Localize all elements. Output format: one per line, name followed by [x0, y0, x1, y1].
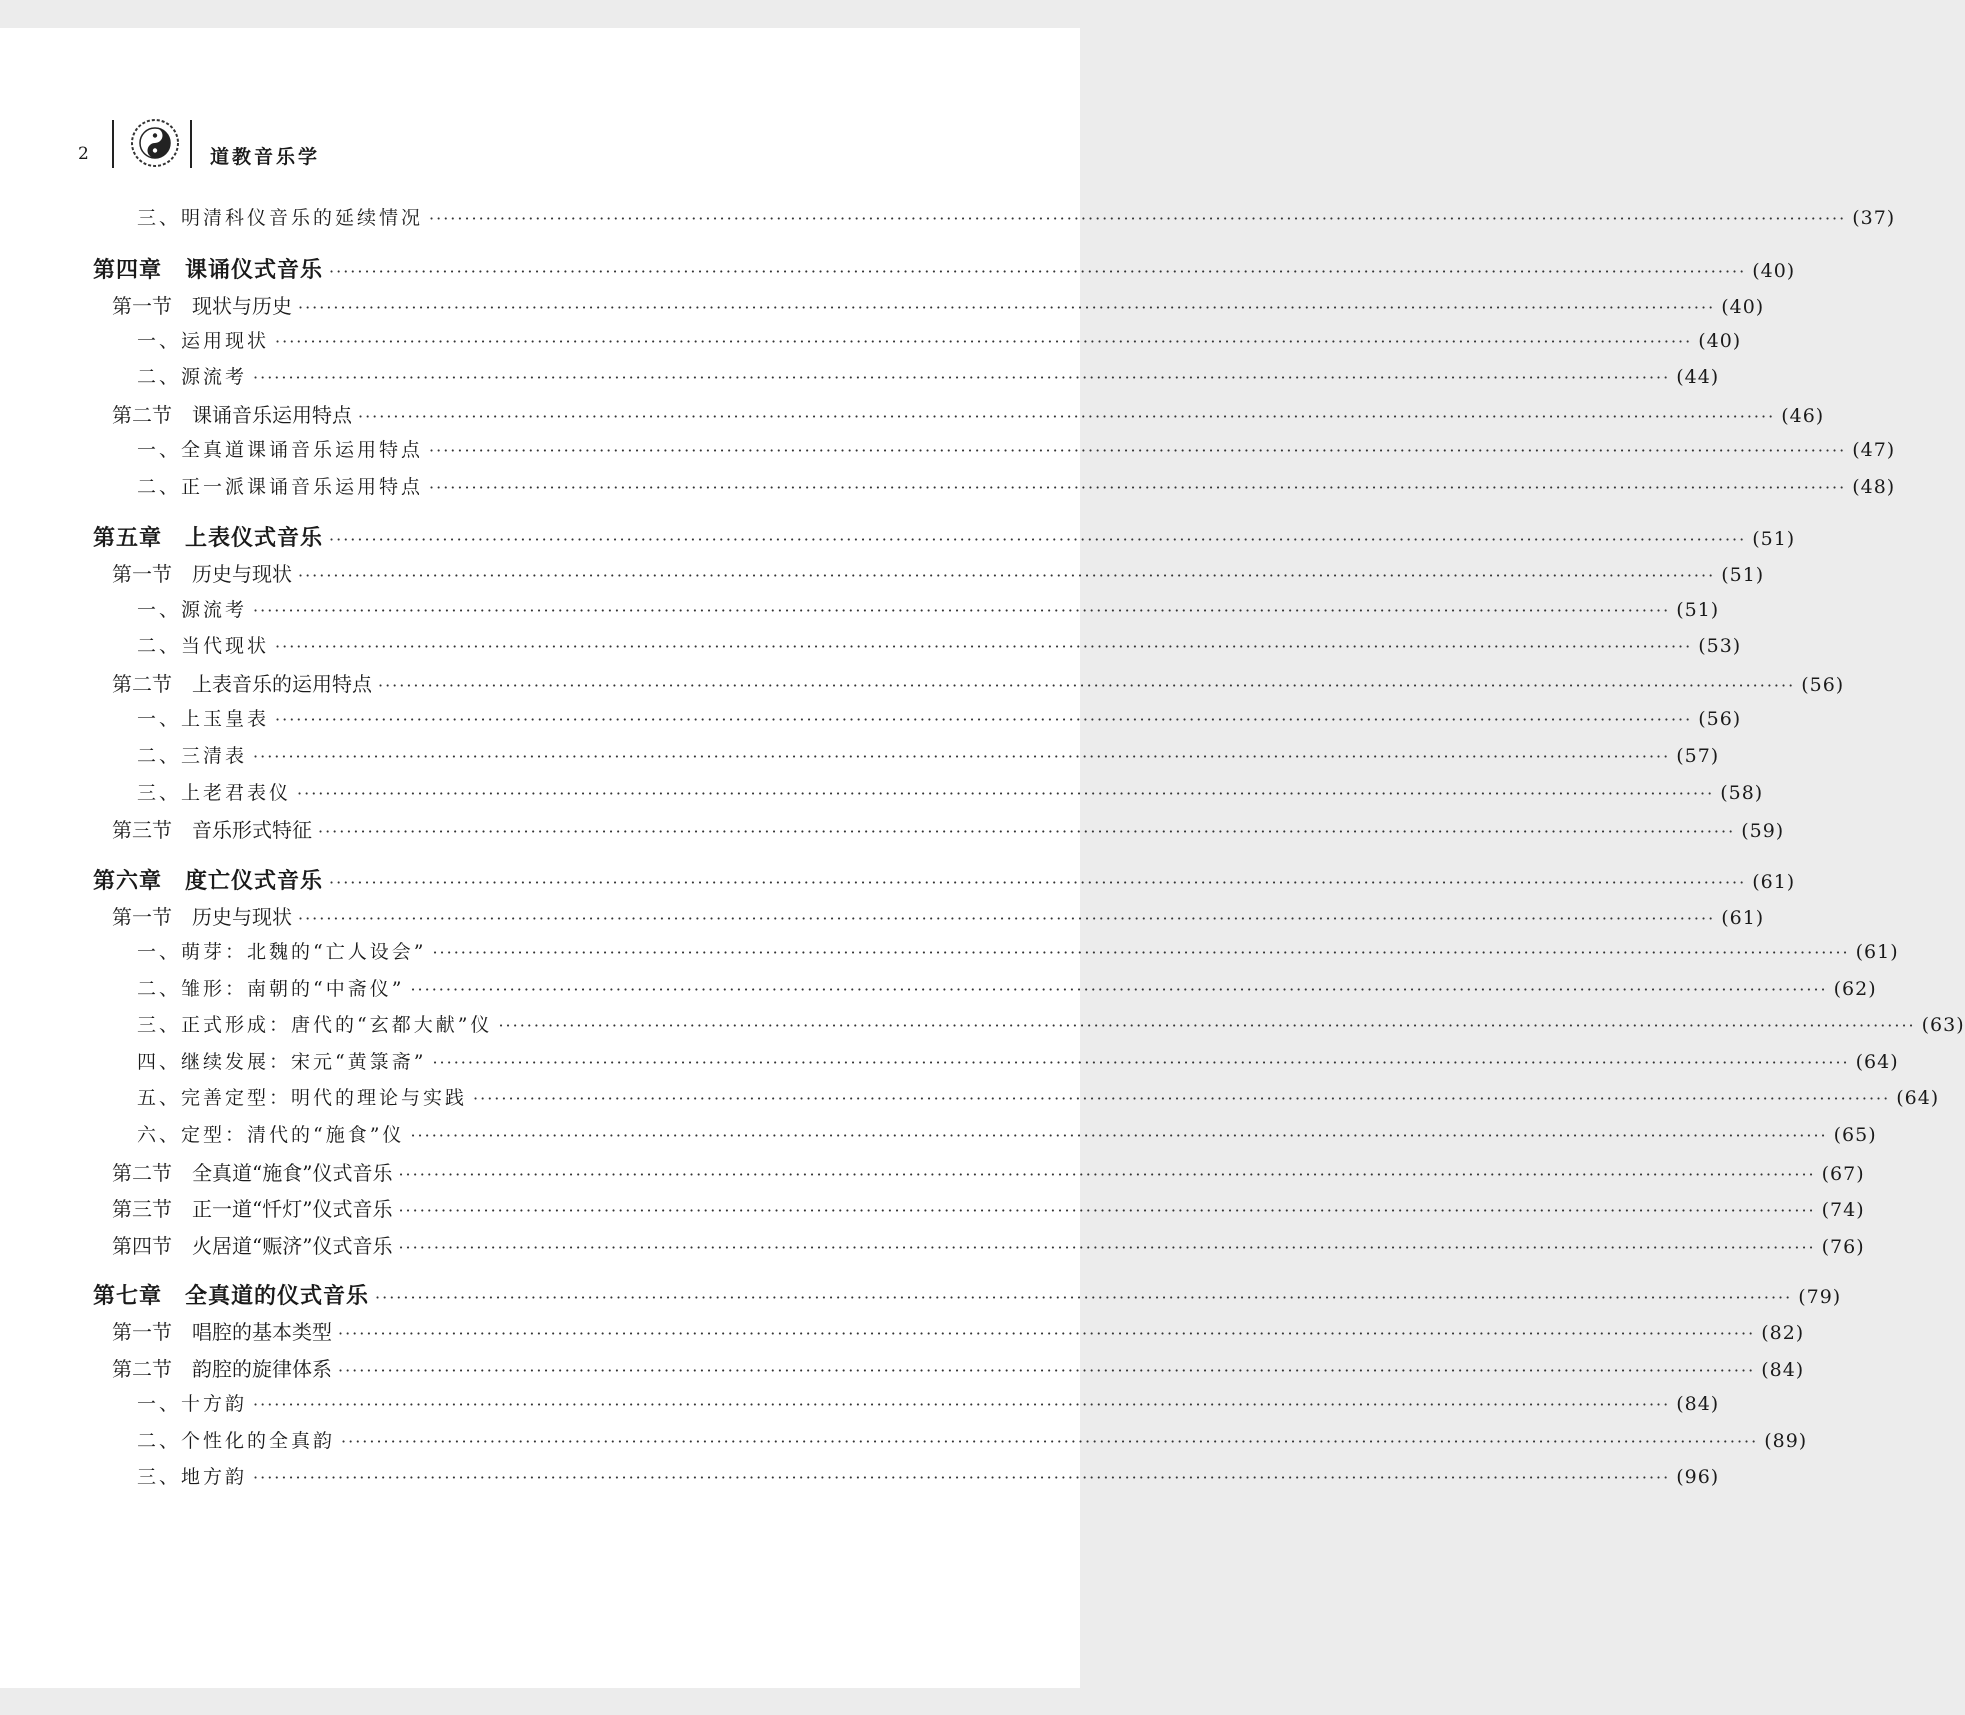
- toc-entry-page: (67): [1821, 1163, 1865, 1185]
- dot-leader: ········································································································································································································: [318, 822, 1736, 841]
- dot-leader: ········································································································································································································: [429, 441, 1847, 460]
- toc-entry-title: 一、十方韵: [137, 1393, 248, 1415]
- toc-entry-page: (76): [1821, 1236, 1865, 1258]
- toc-entry-chapter: [93, 864, 1796, 894]
- toc-entry-section: [112, 901, 1765, 931]
- toc-entry-chapter: [93, 521, 1796, 551]
- dot-leader: ········································································································································································································: [358, 407, 1776, 426]
- toc-entry-page: (74): [1821, 1199, 1865, 1221]
- dot-leader: ········································································································································································································: [341, 1432, 1759, 1451]
- toc-entry-title: 第四章 课诵仪式音乐: [93, 257, 324, 283]
- toc-entry-item: [137, 362, 1720, 392]
- dot-leader: ········································································································································································································: [338, 1324, 1756, 1343]
- dot-leader: ········································································································································································································: [498, 1016, 1916, 1035]
- toc-entry-item: [137, 1426, 1808, 1456]
- book-page: [0, 28, 1965, 1688]
- toc-entry-section: [112, 290, 1765, 320]
- toc-entry-title: 一、全真道课诵音乐运用特点: [137, 439, 424, 461]
- dot-leader: ········································································································································································································: [429, 209, 1847, 228]
- toc-entry-section: [112, 1230, 1865, 1260]
- toc-entry-title: 第六章 度亡仪式音乐: [93, 868, 324, 894]
- toc-entry-title: 二、个性化的全真韵: [137, 1430, 336, 1452]
- toc-entry-chapter: [93, 253, 1796, 283]
- toc-entry-page: (65): [1833, 1124, 1877, 1146]
- toc-entry-page: (56): [1698, 708, 1742, 730]
- toc-entry-page: (64): [1896, 1087, 1940, 1109]
- dot-leader: ········································································································································································································: [298, 298, 1716, 317]
- dot-leader: ········································································································································································································: [410, 980, 1828, 999]
- dot-leader: ········································································································································································································: [378, 676, 1796, 695]
- header-rule-right: [190, 120, 192, 168]
- toc-entry-section: [112, 1353, 1805, 1383]
- dot-leader: ········································································································································································································: [275, 710, 1693, 729]
- toc-entry-title: 一、萌芽：北魏的“亡人设会”: [137, 941, 427, 963]
- dot-leader: ········································································································································································································: [375, 1288, 1793, 1307]
- toc-entry-item: [137, 778, 1764, 808]
- dot-leader: ········································································································································································································: [275, 332, 1693, 351]
- toc-entry-item: [137, 704, 1742, 734]
- toc-entry-title: 一、上玉皇表: [137, 708, 270, 730]
- toc-entry-chapter: [93, 1279, 1842, 1309]
- dot-leader: ········································································································································································································: [398, 1201, 1816, 1220]
- toc-entry-title: 一、源流考: [137, 599, 248, 621]
- toc-entry-section: [112, 1316, 1805, 1346]
- dot-leader: ········································································································································································································: [253, 747, 1671, 766]
- toc-entry-page: (57): [1676, 745, 1720, 767]
- dot-leader: ········································································································································································································: [398, 1165, 1816, 1184]
- toc-entry-title: 第四节 火居道“赈济”仪式音乐: [112, 1234, 393, 1258]
- toc-entry-item: [137, 1389, 1720, 1419]
- dot-leader: ········································································································································································································: [398, 1238, 1816, 1257]
- toc-entry-title: 三、正式形成：唐代的“玄都大献”仪: [137, 1014, 493, 1036]
- toc-entry-title: 第二节 课诵音乐运用特点: [112, 403, 352, 427]
- toc-entry-item: [137, 937, 1899, 967]
- toc-entry-page: (46): [1781, 405, 1825, 427]
- toc-entry-page: (40): [1698, 330, 1742, 352]
- toc-entry-item: [137, 326, 1742, 356]
- toc-entry-page: (82): [1761, 1322, 1805, 1344]
- toc-entry-title: 第五章 上表仪式音乐: [93, 525, 324, 551]
- toc-entry-page: (96): [1676, 1466, 1720, 1488]
- toc-entry-item: [137, 1120, 1877, 1150]
- dot-leader: ········································································································································································································: [473, 1089, 1891, 1108]
- toc-entry-title: 四、继续发展：宋元“黄箓斋”: [137, 1051, 427, 1073]
- toc-entry-page: (61): [1855, 941, 1899, 963]
- dot-leader: ········································································································································································································: [275, 637, 1693, 656]
- toc-entry-title: 一、运用现状: [137, 330, 270, 352]
- toc-entry-page: (62): [1833, 978, 1877, 1000]
- taiji-seal-icon: [130, 118, 180, 168]
- toc-entry-page: (89): [1764, 1430, 1808, 1452]
- toc-entry-title: 二、三清表: [137, 745, 248, 767]
- toc-entry-title: 第二节 全真道“施食”仪式音乐: [112, 1161, 393, 1185]
- dot-leader: ········································································································································································································: [329, 530, 1747, 549]
- toc-entry-page: (64): [1855, 1051, 1899, 1073]
- toc-entry-title: 六、定型：清代的“施食”仪: [137, 1124, 405, 1146]
- toc-entry-title: 第一节 历史与现状: [112, 905, 292, 929]
- dot-leader: ········································································································································································································: [298, 566, 1716, 585]
- dot-leader: ········································································································································································································: [410, 1126, 1828, 1145]
- toc-entry-page: (84): [1676, 1393, 1720, 1415]
- toc-entry-title: 第一节 现状与历史: [112, 294, 292, 318]
- toc-entry-page: (51): [1752, 528, 1796, 550]
- toc-entry-page: (44): [1676, 366, 1720, 388]
- toc-entry-page: (40): [1752, 260, 1796, 282]
- dot-leader: ········································································································································································································: [329, 873, 1747, 892]
- toc-entry-title: 第三节 音乐形式特征: [112, 818, 312, 842]
- toc-entry-title: 第一节 历史与现状: [112, 562, 292, 586]
- dot-leader: ········································································································································································································: [298, 909, 1716, 928]
- running-header: [0, 98, 1080, 178]
- toc-entry-title: 五、完善定型：明代的理论与实践: [137, 1087, 468, 1109]
- toc-entry-title: 第一节 唱腔的基本类型: [112, 1320, 332, 1344]
- toc-entry-section: [112, 558, 1765, 588]
- toc-entry-section: [112, 668, 1845, 698]
- toc-entry-page: (79): [1798, 1286, 1842, 1308]
- toc-entry-item: [137, 1083, 1940, 1113]
- toc-entry-page: (63): [1921, 1014, 1965, 1036]
- toc-entry-title: 三、上老君表仪: [137, 782, 292, 804]
- toc-entry-title: 二、正一派课诵音乐运用特点: [137, 476, 424, 498]
- toc-entry-title: 三、明清科仪音乐的延续情况: [137, 207, 424, 229]
- toc-entry-page: (61): [1752, 871, 1796, 893]
- toc-entry-section: [112, 1193, 1865, 1223]
- toc-entry-item: [137, 435, 1896, 465]
- toc-entry-page: (56): [1801, 674, 1845, 696]
- toc-entry-page: (58): [1720, 782, 1764, 804]
- dot-leader: ········································································································································································································: [432, 1053, 1850, 1072]
- toc-entry-item: [137, 1462, 1720, 1492]
- dot-leader: ········································································································································································································: [432, 943, 1850, 962]
- dot-leader: ········································································································································································································: [253, 601, 1671, 620]
- toc-entry-item: [137, 974, 1877, 1004]
- toc-entry-title: 二、雏形：南朝的“中斋仪”: [137, 978, 405, 1000]
- dot-leader: ········································································································································································································: [297, 784, 1715, 803]
- toc-entry-title: 第七章 全真道的仪式音乐: [93, 1283, 370, 1309]
- toc-entry-item: [137, 472, 1896, 502]
- toc-entry-page: (59): [1741, 820, 1785, 842]
- toc-entry-item: [137, 741, 1720, 771]
- toc-entry-page: (84): [1761, 1359, 1805, 1381]
- toc-entry-item: [137, 1010, 1965, 1040]
- toc-entry-title: 三、地方韵: [137, 1466, 248, 1488]
- toc-entry-page: (40): [1721, 296, 1765, 318]
- toc-entry-page: (53): [1698, 635, 1742, 657]
- toc-entry-item: [137, 1047, 1899, 1077]
- toc-entry-page: (51): [1721, 564, 1765, 586]
- toc-entry-section: [112, 814, 1785, 844]
- toc-entry-title: 第二节 上表音乐的运用特点: [112, 672, 372, 696]
- toc-entry-page: (51): [1676, 599, 1720, 621]
- book-title: 道教音乐学: [210, 146, 321, 168]
- toc-entry-title: 第二节 韵腔的旋律体系: [112, 1357, 332, 1381]
- toc-entry-page: (61): [1721, 907, 1765, 929]
- toc-entry-title: 二、源流考: [137, 366, 248, 388]
- toc-entry-title: 二、当代现状: [137, 635, 270, 657]
- page-number: 2: [78, 144, 89, 164]
- toc-entry-section: [112, 399, 1825, 429]
- dot-leader: ········································································································································································································: [253, 1468, 1671, 1487]
- toc-entry-page: (48): [1852, 476, 1896, 498]
- toc-entry-item: [137, 203, 1896, 233]
- toc-entry-item: [137, 631, 1742, 661]
- toc-entry-page: (37): [1852, 207, 1896, 229]
- dot-leader: ········································································································································································································: [429, 478, 1847, 497]
- dot-leader: ········································································································································································································: [329, 262, 1747, 281]
- dot-leader: ········································································································································································································: [338, 1361, 1756, 1380]
- toc-entry-item: [137, 595, 1720, 625]
- toc-entry-section: [112, 1157, 1865, 1187]
- toc-entry-title: 第三节 正一道“忏灯”仪式音乐: [112, 1197, 393, 1221]
- dot-leader: ········································································································································································································: [253, 368, 1671, 387]
- toc-entry-page: (47): [1852, 439, 1896, 461]
- header-rule-left: [112, 120, 114, 168]
- dot-leader: ········································································································································································································: [253, 1395, 1671, 1414]
